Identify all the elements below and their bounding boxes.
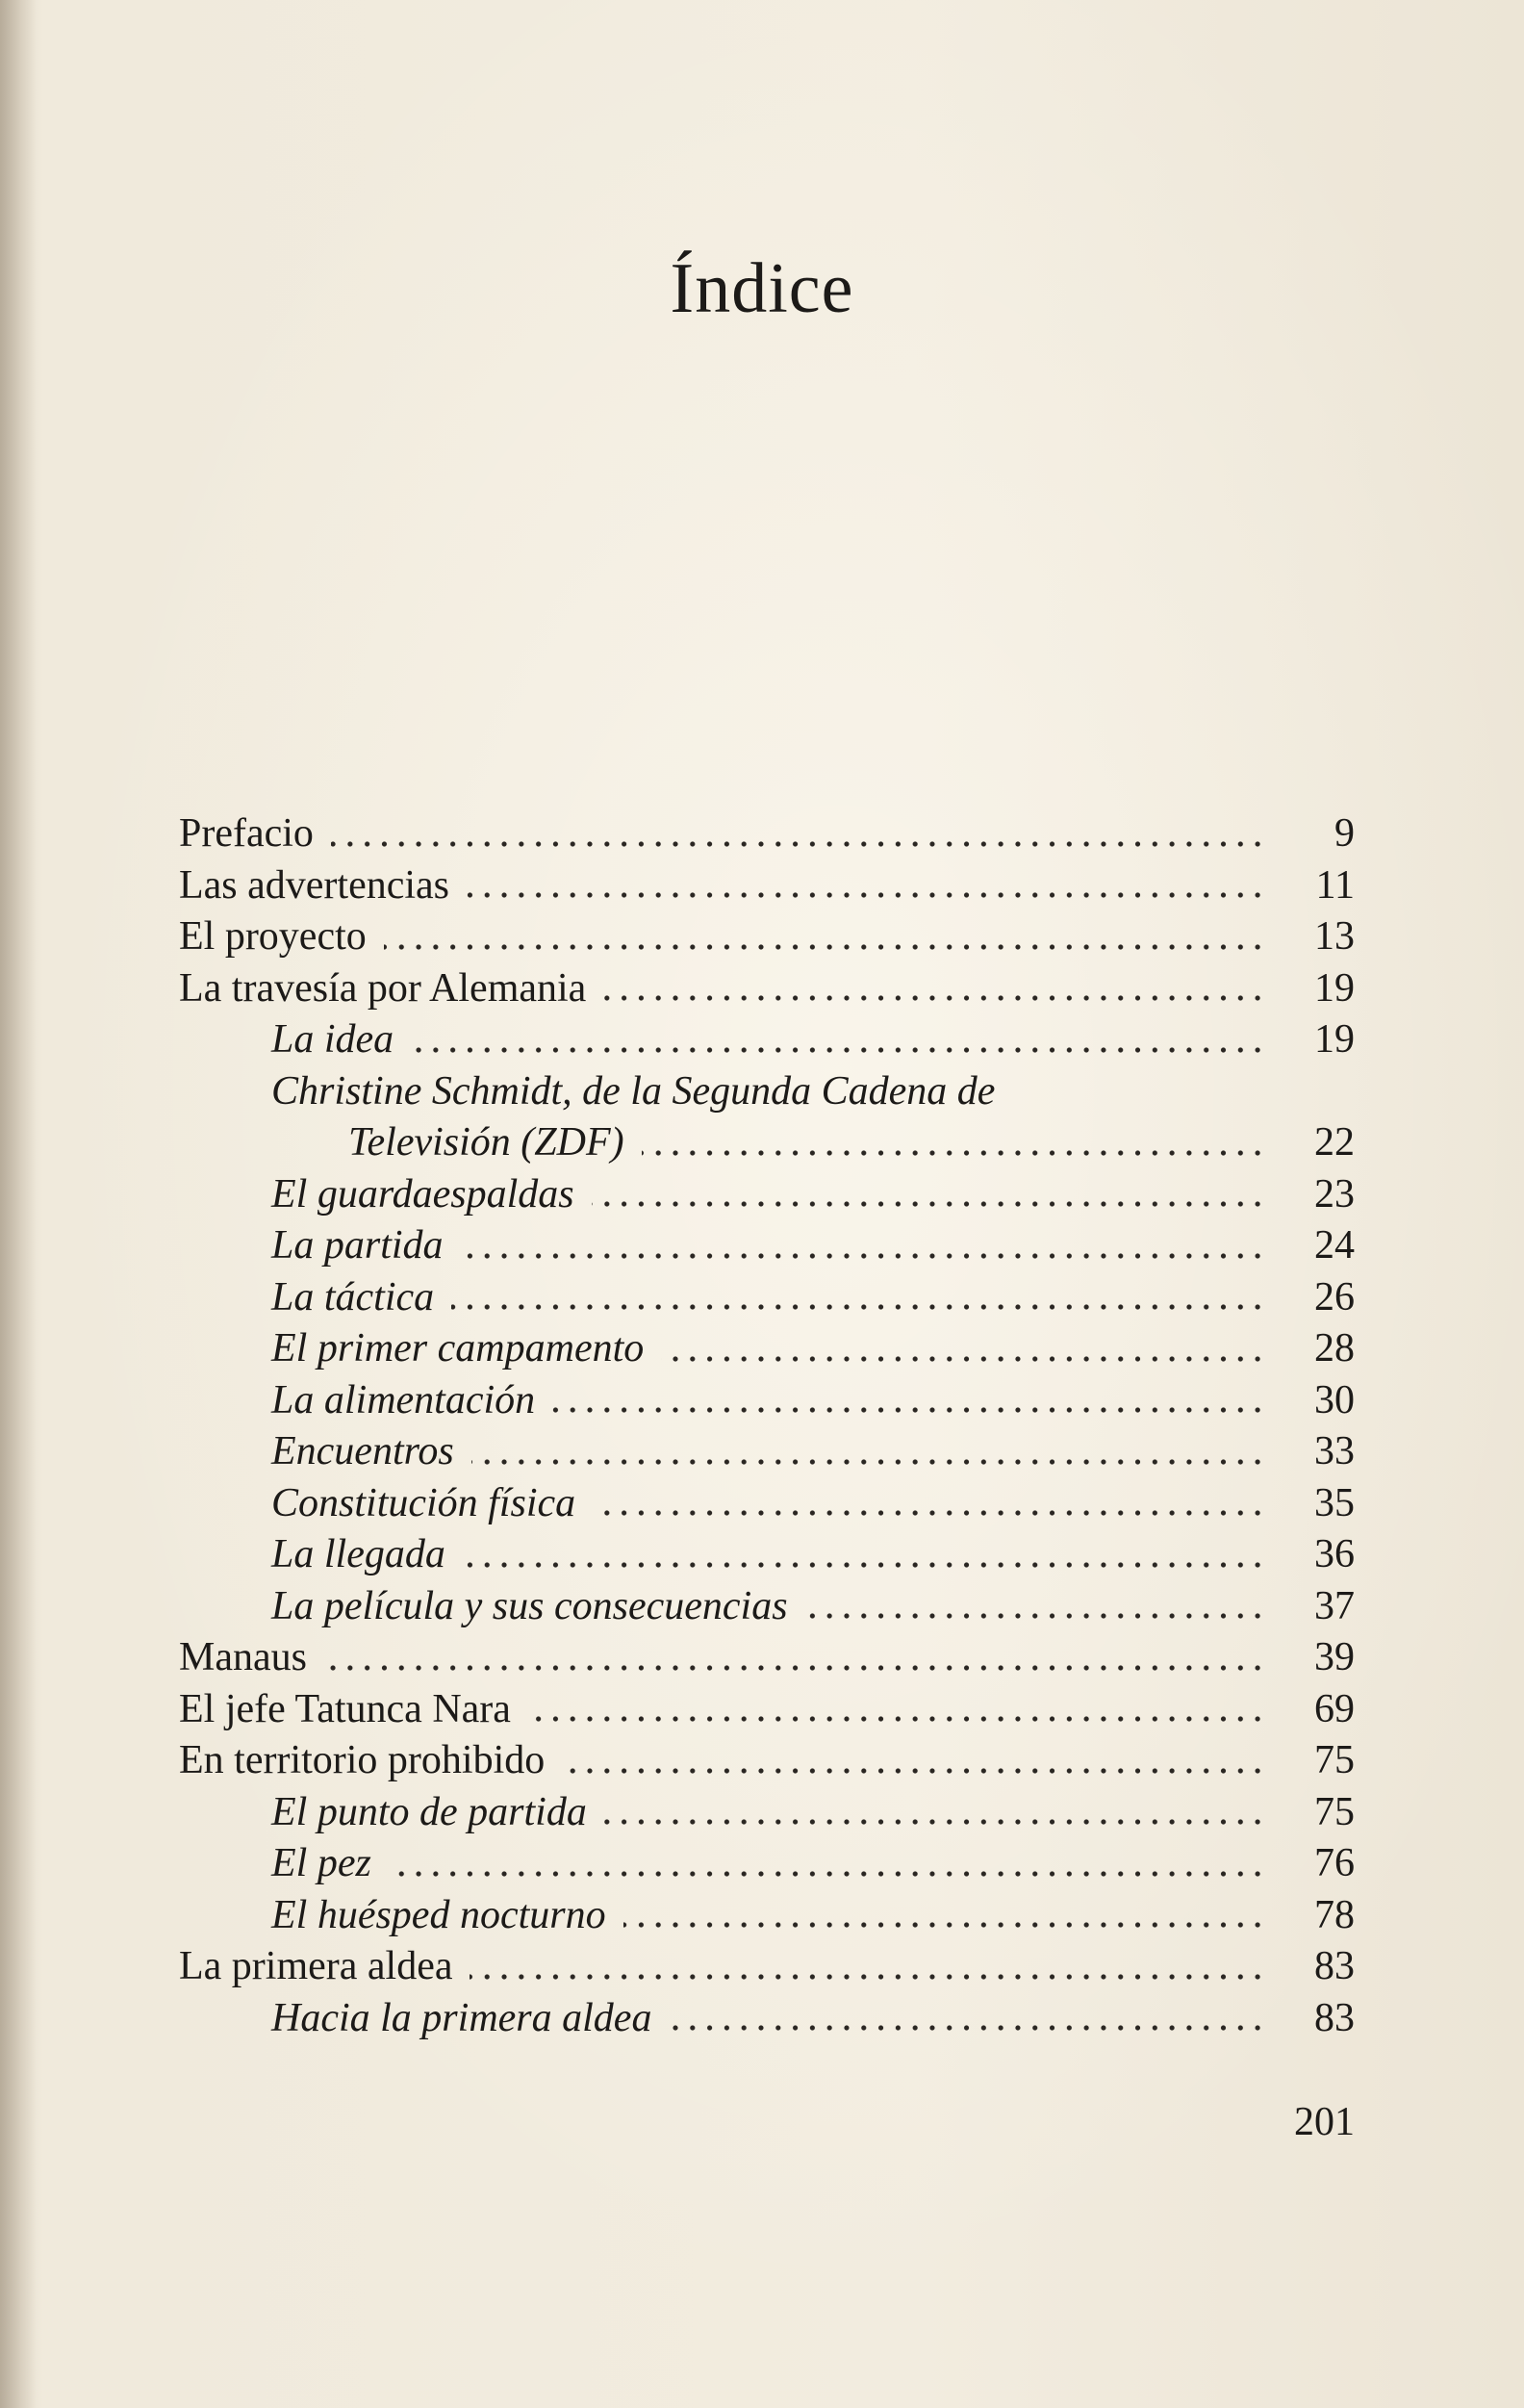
dot-leader [642, 1117, 1266, 1169]
toc-page-number: 19 [1314, 1017, 1355, 1062]
dot-leader [451, 1272, 1266, 1324]
toc-entry-title: La alimentación [271, 1377, 536, 1422]
toc-entry[interactable] [179, 1632, 1355, 1684]
toc-entry[interactable] [179, 1529, 1355, 1581]
toc-page-number: 26 [1314, 1274, 1355, 1319]
toc-entry[interactable] [179, 1787, 1355, 1839]
toc-entry-title: El proyecto [179, 914, 367, 959]
toc-entry-title: La travesía por Alemania [179, 965, 587, 1011]
toc-entry-title: En territorio prohibido [179, 1738, 546, 1782]
dot-leader [528, 1684, 1266, 1736]
toc-page-number: 9 [1334, 811, 1355, 856]
toc-page-number: 83 [1314, 1944, 1355, 1988]
toc-entry-title: El punto de partida [271, 1789, 587, 1834]
toc-entry-continuation[interactable] [179, 1117, 1355, 1169]
toc-entry-title: La primera aldea [179, 1944, 453, 1988]
toc-page-number: 28 [1314, 1326, 1355, 1371]
toc-entry-title: Christine Schmidt, de la Segunda Cadena de [271, 1068, 996, 1114]
toc-page-number: 35 [1314, 1480, 1355, 1525]
toc-entry[interactable] [179, 1890, 1355, 1942]
dot-leader [805, 1581, 1266, 1633]
toc-entry-title: La llegada [271, 1532, 445, 1576]
dot-leader [324, 1632, 1266, 1684]
spine-shadow [0, 0, 37, 2408]
toc-entry[interactable] [179, 1426, 1355, 1478]
toc-entry-title: El primer campamento [271, 1326, 645, 1371]
toc-entry[interactable] [179, 1375, 1355, 1427]
dot-leader [623, 1890, 1266, 1942]
toc-entry[interactable] [179, 1478, 1355, 1530]
toc-page-number: 69 [1314, 1686, 1355, 1731]
toc-entry[interactable] [179, 1169, 1355, 1221]
toc-page-number: 83 [1314, 1995, 1355, 2040]
dot-leader [411, 1014, 1266, 1066]
toc-page-number: 22 [1314, 1120, 1355, 1165]
toc-entry-title: Encuentros [271, 1429, 454, 1473]
toc-entry[interactable] [179, 808, 1355, 860]
toc-entry-title: El guardaespaldas [271, 1171, 574, 1217]
toc-entry-title: Hacia la primera aldea [271, 1995, 652, 2040]
toc-page-number: 75 [1314, 1789, 1355, 1834]
toc-entry-title: La idea [271, 1017, 394, 1062]
dot-leader [669, 1993, 1266, 2045]
dot-leader [661, 1323, 1266, 1375]
dot-leader [463, 1529, 1266, 1581]
dot-leader [461, 1220, 1266, 1272]
toc-page-number: 75 [1314, 1738, 1355, 1782]
toc-entry[interactable] [179, 1272, 1355, 1324]
dot-leader [604, 1787, 1266, 1839]
toc-entry-title-continuation: Televisión (ZDF) [348, 1120, 624, 1165]
dot-leader [603, 963, 1266, 1015]
toc-entry-title: El jefe Tatunca Nara [179, 1686, 511, 1731]
toc-entry[interactable] [179, 963, 1355, 1015]
toc-entry-title: Manaus [179, 1635, 307, 1679]
toc-entry[interactable] [179, 1684, 1355, 1736]
toc-page-number: 78 [1314, 1892, 1355, 1937]
toc-entry[interactable] [179, 1941, 1355, 1993]
toc-entry[interactable] [179, 1993, 1355, 2045]
page-number: 201 [1294, 2100, 1355, 2144]
toc-page-number: 76 [1314, 1841, 1355, 1885]
toc-entry-title: La partida [271, 1223, 444, 1268]
toc-entry[interactable] [179, 1066, 1355, 1118]
toc-page-number: 37 [1314, 1583, 1355, 1628]
toc-page-number: 19 [1314, 965, 1355, 1011]
dot-leader [592, 1169, 1266, 1221]
toc-page-number: 33 [1314, 1429, 1355, 1473]
table-of-contents [179, 808, 1355, 2044]
toc-entry-title: Constitución física [271, 1480, 576, 1525]
dot-leader [562, 1735, 1266, 1787]
toc-page-number: 30 [1314, 1377, 1355, 1422]
toc-page-number: 23 [1314, 1171, 1355, 1217]
toc-entry[interactable] [179, 1323, 1355, 1375]
page-title: Índice [670, 249, 854, 328]
toc-entry-title: Prefacio [179, 811, 314, 856]
dot-leader [331, 808, 1266, 860]
toc-entry-title: El pez [271, 1841, 371, 1885]
toc-page-number: 39 [1314, 1635, 1355, 1679]
dot-leader [470, 1941, 1266, 1993]
toc-entry[interactable] [179, 1735, 1355, 1787]
dot-leader [593, 1478, 1266, 1530]
toc-page-number: 11 [1315, 862, 1355, 908]
toc-entry[interactable] [179, 1220, 1355, 1272]
toc-entry[interactable] [179, 1838, 1355, 1890]
toc-entry[interactable] [179, 1581, 1355, 1633]
toc-page-number: 36 [1314, 1532, 1355, 1576]
toc-entry-title: Las advertencias [179, 862, 450, 908]
dot-leader [471, 1426, 1266, 1478]
dot-leader [384, 911, 1266, 963]
dot-leader [552, 1375, 1266, 1427]
toc-entry[interactable] [179, 860, 1355, 912]
toc-entry[interactable] [179, 1014, 1355, 1066]
toc-entry-title: La táctica [271, 1274, 435, 1319]
toc-page-number: 24 [1314, 1223, 1355, 1268]
toc-entry-title: El huésped nocturno [271, 1892, 606, 1937]
dot-leader [467, 860, 1266, 912]
toc-entry[interactable] [179, 911, 1355, 963]
toc-page-number: 13 [1314, 914, 1355, 959]
dot-leader [389, 1838, 1266, 1890]
toc-entry-title: La película y sus consecuencias [271, 1583, 788, 1628]
